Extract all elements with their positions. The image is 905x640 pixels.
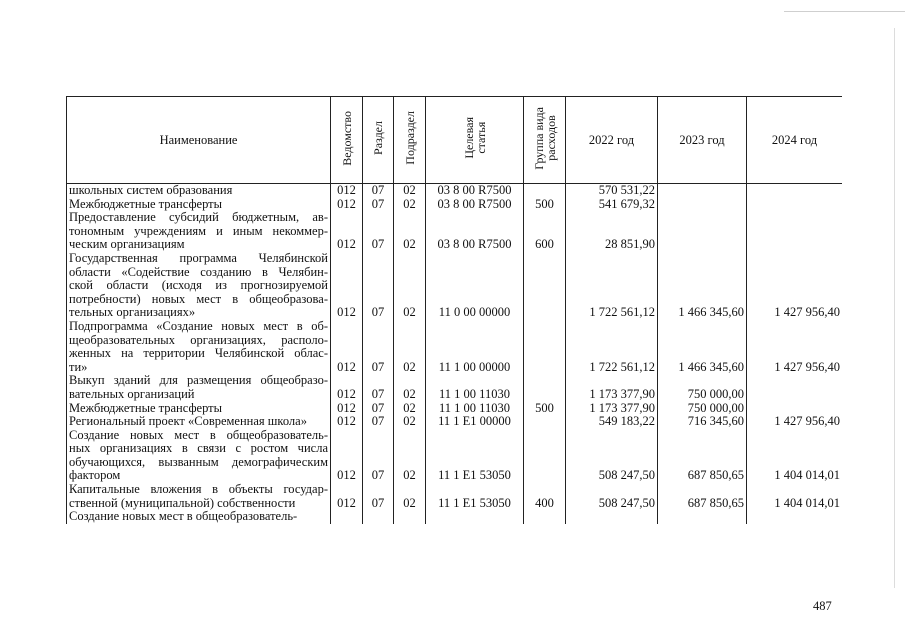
row-expense-group-cell xyxy=(524,184,566,198)
row-name-cell xyxy=(67,184,331,198)
table-row xyxy=(67,252,843,320)
row-amount-2024-cell xyxy=(747,211,843,252)
row-name-cell xyxy=(67,510,331,524)
row-target-article-cell: 11 1 E1 53050 xyxy=(426,429,524,483)
row-expense-group-cell xyxy=(524,374,566,401)
row-name-line: Региональный проект «Современная школа» xyxy=(69,414,307,429)
row-name-cell xyxy=(67,483,331,510)
table-row xyxy=(67,198,843,212)
row-vedomstvo-cell: 012 xyxy=(331,252,363,320)
row-name-cell xyxy=(67,415,331,429)
row-amount-2023-cell xyxy=(658,198,747,212)
table-row xyxy=(67,510,843,524)
row-name-line: ческим организациям xyxy=(69,237,185,252)
row-razdel-cell: 07 xyxy=(363,483,394,510)
row-name-line: Предоставление субсидий бюджетным, ав- xyxy=(69,210,328,225)
row-amount-2022-cell: 549 183,22 xyxy=(566,415,658,429)
row-expense-group-cell xyxy=(524,415,566,429)
row-vedomstvo-cell: 012 xyxy=(331,415,363,429)
row-razdel-cell: 07 xyxy=(363,320,394,374)
row-name-line: фактором xyxy=(69,468,121,483)
row-amount-2023-cell: 1 466 345,60 xyxy=(658,252,747,320)
col-header-vedomstvo-text: Ведомство xyxy=(339,110,354,166)
row-amount-2024-cell: 1 404 014,01 xyxy=(747,429,843,483)
col-header-expense-group-text xyxy=(533,107,557,170)
row-razdel-cell: 07 xyxy=(363,184,394,198)
row-name-line: щеобразовательных организациях, располо- xyxy=(69,332,328,347)
row-amount-2022-cell: 28 851,90 xyxy=(566,211,658,252)
right-edge-line xyxy=(894,28,895,588)
row-expense-group-cell: 500 xyxy=(524,402,566,416)
row-name-line: Межбюджетные трансферты xyxy=(69,196,223,211)
row-amount-2023-cell xyxy=(658,510,747,524)
row-razdel-cell: 07 xyxy=(363,252,394,320)
row-podrazdel-cell: 02 xyxy=(394,429,426,483)
row-podrazdel-cell: 02 xyxy=(394,402,426,416)
row-podrazdel-cell: 02 xyxy=(394,211,426,252)
row-amount-2023-cell: 750 000,00 xyxy=(658,402,747,416)
row-name-line: тономным учреждениям и иным некоммер- xyxy=(69,223,328,238)
row-expense-group-cell: 500 xyxy=(524,198,566,212)
row-name-line: ных организациях в связи с ростом числа xyxy=(69,441,328,456)
table-row xyxy=(67,429,843,483)
row-expense-group-cell xyxy=(524,252,566,320)
row-vedomstvo-cell: 012 xyxy=(331,374,363,401)
row-podrazdel-cell: 02 xyxy=(394,374,426,401)
col-header-vedomstvo xyxy=(331,97,363,184)
row-amount-2024-cell xyxy=(747,198,843,212)
table-row xyxy=(67,374,843,401)
row-podrazdel-cell: 02 xyxy=(394,483,426,510)
row-name-line: Государственная программа Челябинской xyxy=(69,250,328,265)
col-header-2022-text: 2022 год xyxy=(588,132,635,147)
row-name-line: женных на территории Челябинской облас- xyxy=(69,346,328,361)
col-header-razdel-text: Раздел xyxy=(371,121,385,155)
row-target-article-cell: 03 8 00 R7500 xyxy=(426,184,524,198)
row-vedomstvo-cell: 012 xyxy=(331,198,363,212)
row-amount-2022-cell: 1 173 377,90 xyxy=(566,374,658,401)
row-target-article-cell: 11 1 00 11030 xyxy=(426,402,524,416)
col-header-group-line1: Группа вида xyxy=(531,106,546,170)
row-vedomstvo-cell: 012 xyxy=(331,184,363,198)
row-amount-2023-cell: 1 466 345,60 xyxy=(658,320,747,374)
col-header-2024-text: 2024 год xyxy=(771,132,818,147)
row-name-line: обучающихся, вызванным демографическим xyxy=(69,454,328,469)
row-name-line: Межбюджетные трансферты xyxy=(69,400,223,415)
row-name-line: ственной (муниципальной) собственности xyxy=(69,495,296,510)
col-header-2024 xyxy=(747,97,843,184)
row-vedomstvo-cell: 012 xyxy=(331,211,363,252)
row-name-cell xyxy=(67,198,331,212)
row-podrazdel-cell: 02 xyxy=(394,320,426,374)
row-razdel-cell: 07 xyxy=(363,402,394,416)
row-expense-group-cell xyxy=(524,510,566,524)
table-row xyxy=(67,402,843,416)
col-header-2022 xyxy=(566,97,658,184)
top-edge-line xyxy=(784,11,905,12)
row-amount-2022-cell: 541 679,32 xyxy=(566,198,658,212)
row-razdel-cell: 07 xyxy=(363,374,394,401)
table-row xyxy=(67,483,843,510)
row-name-cell xyxy=(67,211,331,252)
row-expense-group-cell xyxy=(524,429,566,483)
row-podrazdel-cell: 02 xyxy=(394,415,426,429)
row-vedomstvo-cell: 012 xyxy=(331,320,363,374)
budget-table xyxy=(66,96,842,524)
row-name-line: Капитальные вложения в объекты государ- xyxy=(69,482,328,497)
budget-table-sheet xyxy=(66,96,842,592)
row-amount-2023-cell xyxy=(658,211,747,252)
row-amount-2022-cell: 1 722 561,12 xyxy=(566,320,658,374)
row-amount-2024-cell: 1 404 014,01 xyxy=(747,483,843,510)
col-header-podrazdel xyxy=(394,97,426,184)
row-name-line: Выкуп зданий для размещения общеобразо- xyxy=(69,373,328,388)
row-amount-2022-cell: 1 173 377,90 xyxy=(566,402,658,416)
row-name-line: Создание новых мест в общеобразователь- xyxy=(69,509,298,524)
row-amount-2023-cell: 687 850,65 xyxy=(658,483,747,510)
col-header-target-article-text xyxy=(463,117,487,159)
row-name-line: Создание новых мест в общеобразователь- xyxy=(69,427,328,442)
row-target-article-cell: 11 0 00 00000 xyxy=(426,252,524,320)
row-amount-2024-cell: 1 427 956,40 xyxy=(747,320,843,374)
col-header-name-text: Наименование xyxy=(159,132,238,147)
table-row xyxy=(67,320,843,374)
row-amount-2022-cell xyxy=(566,510,658,524)
row-amount-2024-cell: 1 427 956,40 xyxy=(747,415,843,429)
row-target-article-cell xyxy=(426,510,524,524)
row-amount-2024-cell xyxy=(747,402,843,416)
row-expense-group-cell xyxy=(524,320,566,374)
row-podrazdel-cell xyxy=(394,510,426,524)
row-name-line: вательных организаций xyxy=(69,386,195,401)
table-header-row xyxy=(67,97,843,184)
row-amount-2023-cell xyxy=(658,184,747,198)
row-amount-2022-cell: 1 722 561,12 xyxy=(566,252,658,320)
row-amount-2022-cell: 508 247,50 xyxy=(566,429,658,483)
row-amount-2023-cell: 687 850,65 xyxy=(658,429,747,483)
row-vedomstvo-cell: 012 xyxy=(331,483,363,510)
row-vedomstvo-cell: 012 xyxy=(331,429,363,483)
row-amount-2024-cell xyxy=(747,184,843,198)
col-header-target-line2: статья xyxy=(473,122,488,154)
row-podrazdel-cell: 02 xyxy=(394,252,426,320)
row-name-cell xyxy=(67,402,331,416)
row-podrazdel-cell: 02 xyxy=(394,184,426,198)
row-expense-group-cell: 400 xyxy=(524,483,566,510)
row-target-article-cell: 11 1 00 00000 xyxy=(426,320,524,374)
col-header-razdel xyxy=(363,97,394,184)
row-name-cell xyxy=(67,320,331,374)
row-target-article-cell: 11 1 E1 00000 xyxy=(426,415,524,429)
table-body xyxy=(67,184,843,524)
row-name-line: области «Содействие созданию в Челябин- xyxy=(69,264,328,279)
row-name-line: школьных систем образования xyxy=(69,183,233,197)
row-name-line: тельных организациях» xyxy=(69,305,196,320)
row-target-article-cell: 11 1 00 11030 xyxy=(426,374,524,401)
col-header-target-article xyxy=(426,97,524,184)
table-row xyxy=(67,184,843,198)
row-target-article-cell: 11 1 E1 53050 xyxy=(426,483,524,510)
table-row xyxy=(67,415,843,429)
row-name-cell xyxy=(67,429,331,483)
row-vedomstvo-cell xyxy=(331,510,363,524)
col-header-podrazdel-text: Подраздел xyxy=(402,111,417,165)
col-header-2023 xyxy=(658,97,747,184)
table-row xyxy=(67,211,843,252)
row-razdel-cell: 07 xyxy=(363,429,394,483)
row-name-line: Подпрограмма «Создание новых мест в об- xyxy=(69,318,328,333)
page-number: 487 xyxy=(813,599,832,613)
row-razdel-cell: 07 xyxy=(363,211,394,252)
col-header-group-line2: расходов xyxy=(543,115,558,161)
row-amount-2022-cell: 570 531,22 xyxy=(566,184,658,198)
row-target-article-cell: 03 8 00 R7500 xyxy=(426,198,524,212)
col-header-target-line1: Целевая xyxy=(461,117,476,159)
row-amount-2024-cell: 1 427 956,40 xyxy=(747,252,843,320)
row-amount-2023-cell: 750 000,00 xyxy=(658,374,747,401)
row-vedomstvo-cell: 012 xyxy=(331,402,363,416)
row-razdel-cell: 07 xyxy=(363,198,394,212)
row-amount-2023-cell: 716 345,60 xyxy=(658,415,747,429)
row-razdel-cell xyxy=(363,510,394,524)
row-target-article-cell: 03 8 00 R7500 xyxy=(426,211,524,252)
row-podrazdel-cell: 02 xyxy=(394,198,426,212)
row-name-line: ти» xyxy=(69,359,88,374)
col-header-name xyxy=(67,97,331,184)
row-amount-2024-cell xyxy=(747,374,843,401)
row-amount-2022-cell: 508 247,50 xyxy=(566,483,658,510)
col-header-2023-text: 2023 год xyxy=(679,132,725,147)
row-amount-2024-cell xyxy=(747,510,843,524)
row-name-line: ской области (исходя из прогнозируемой xyxy=(69,278,328,293)
row-razdel-cell: 07 xyxy=(363,415,394,429)
row-expense-group-cell: 600 xyxy=(524,211,566,252)
row-name-line: потребности) новых мест в общеобразова- xyxy=(69,291,328,306)
row-name-cell xyxy=(67,374,331,401)
col-header-expense-group xyxy=(524,97,566,184)
row-name-cell xyxy=(67,252,331,320)
